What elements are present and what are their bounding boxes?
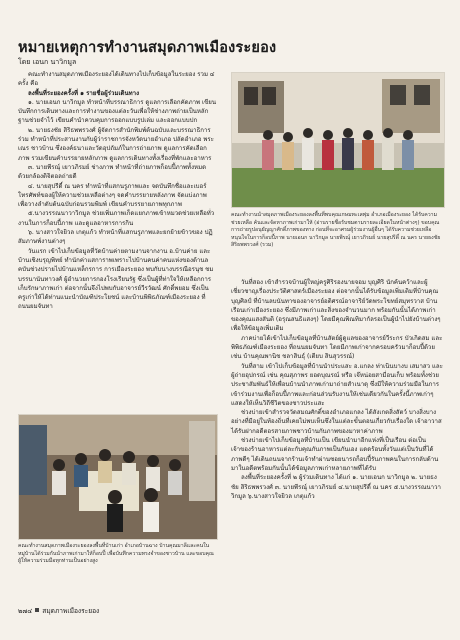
- left-column-paragraph: ลงพื้นที่ระยองครั้งที่ ๑ รายชื่อผู้ร่วมเดินทาง: [28, 89, 140, 97]
- left-column-paragraph: ๓. นายพีรณุ์ เยาวภิรมย์ ช่างภาพ ทำหน้าที่ถ่ายภาพก็อบปี้ภาพทั้งหมดด้วยกล้องดิจิตอลถ่ายดี: [18, 163, 207, 181]
- bullet-square-icon: [35, 608, 39, 612]
- right-column-text: [231, 278, 443, 501]
- right-column-paragraph: ภาคบ่ายได้เข้าไปเก็บข้อมูลที่บ้านสัตย์ผู้ดูแลของอาจารย์วีระกร บัวเกิดสม และพิพิธภัณฑ์เมืองระยอง ที่ถนนยมจันทา โดยมีภาพเก่าจากครอบครัวมาก็อบปี้ด้วย เช่น บ้านคุณพานิช ชลาสินธุ์ (เตียบ สินสุวรรณ์): [231, 334, 443, 361]
- page-title: หมายเหตุการทำงานสมุดภาพเมืองระยอง: [18, 40, 277, 56]
- page-number: ๒๗๔: [18, 607, 33, 615]
- photo-group-building: [231, 72, 445, 208]
- right-column-paragraph: ช่วงบ่ายเข้าไปเก็บข้อมูลที่บ้านเป็น เขียนนำมาอีกแห่งที่เป็นเรือน ต่อเป็นเจ้าของร้านอาหารแต่ละกับคุณกับภาพเป็นกันเอง แดดร้อนทั้งวันแต่เป็นวันที่ได้ภาพดีๆ ได้เดินถนนจากร้านเจ้าทำผ่านซอยนารถก็อบปี้รับภาพคนในการกลับด้านมาในอดีตพร้อมกันนั้นได้ข้อมูลภาพเก่าหลายภาพที่ได้รับ: [231, 437, 439, 472]
- photo-group-room: [18, 414, 218, 540]
- left-column-paragraph: ๒. นายธงชัย สิริธพพรวงศ์ ผู้จัดการสำนักพิมพ์ต้นฉบับและบรรณาธิการร่วม ทำหน้าที่ประสานงานกับผู้ว่าราชการจังหวัดนายอำเภอ ปลัดอำเภอ พระเณร ชาวบ้าน ซึ่งองค์ธนาและวัดอุปถัมภ์ในการถ่ายภาพ ดูแลการคัดเลือกภาพ รวมเขียนคำบรรยายหลักภาพ ดูแลการเดินทางทั้งเรื่องที่พักและอาหาร: [18, 126, 214, 162]
- left-column-paragraph: ๑. นายเอนก นาวิกมูล ทำหน้าที่บรรณาธิการ ดูแลการเลือกคัดภาพ เขียนบันทึกการเดินทางและการทำงานของแต่ละวันเพื่อให้ช่างภาพถ่ายเป็นหลักฐานช่วยจำไว้ เขียนคำนำควบคุมการออกแบบรูปเล่ม และออกแบบปก: [18, 98, 216, 125]
- right-column-paragraph: ช่วงบ่ายเข้าสำรวจวัดสมณศักดิ์ของอำเภอแกลง ได้สังเกตสิ่งสัตว์ บางสิ่งบางอย่างที่มีอยู่ในท้องถิ่นที่เคยไม่พบเห็นซึ่งในแต่ละขั้นตอนเกี่ยวกับเรื่องใด เจ้าอาวาสได้รับฝากอดีตอรสายภาพชาวบ้านกับภาพของมาหาค่าภาพ: [231, 409, 442, 435]
- group-photo-illustration: [232, 73, 444, 207]
- room-photo-illustration: [19, 415, 217, 539]
- left-column-paragraph: ๕.นางวรรณนาวาวิกมูล ช่วยเพิ่มภาพเก็ดแยกภาพเข้าหมวดช่วยเหลือทั่วงานในการก็อบปี้ภาพ และดูแลอาหารการกิน: [18, 210, 215, 227]
- left-column-paragraph: ๔. นายสุปรีดี์ ณ นคร ทำหน้าที่แสกนรูภาพและ จดบันทึกชื่อและเบอร์โทรศัพท์ของผู้ให้ความช่วยเหลือต่างๆ จดคำบรรยายหลังภาพ จัดแบ่งภาพเพื่อวางลำดับต้นฉบับก่อนรวมพิมพ์ เขียนคำบรรยายภาพทุกภาพ: [18, 182, 207, 209]
- photo-bottom-caption: คณะทำงานสมุดภาพเมืองระยองลงพื้นที่บ้านเก่า อำเภอบ้านฉาง บ้านคุณมาลีและคนในหมู่บ้านได้ร่วมกันนำภาพเก่ามาให้ก็อบปี้ เพื่อบันทึกความทรงจำของชาวบ้าน และขอบคุณผู้ให้ความร่วมมือทุกท่านเป็นอย่างสูง: [18, 543, 214, 565]
- book-section-title: สมุดภาพเมืองระยอง: [42, 607, 100, 615]
- right-column-paragraph: วันที่สอง เข้าสำรวจบ้านผู้ใหญ่ครูศิริรองนายจอม บุญศิริ นักค้นคว้าและผู้เชี่ยวชาญเรื่องประวัติศาสตร์เมืองระยอง ต่อจากนั้นได้รับข้อมูลเพิ่มเติมที่บ้านคุณบุญศิลป์ ที่บ้านลบนันทาของอาจารย์อดิศรณ์อาจาริย์วัดพระโขทย์สมุทรวาส บ้านเรือนเก่าเมืองระยอง ซึ่งมีภาพเก่าและสิ่งของจำนวนมาก พร้อมกันนั้นได้ภาพเก่าของคุณแสงสันติ (อรุณสนธิแสงๆ) โดยมีคุณพิณทิมากัลรอเป็นผู้นำไปยังบ้านต่างๆ เพื่อให้ข้อมูลเพิ่มเติม: [231, 279, 441, 333]
- left-column-paragraph: ๖. นางสาวใจยิวล เกตุแก้ว ทำหน้าที่แสกนรูภาพและยกย้ายข้าวของ ปฏิสัมภาษพ์งานต่างๆ: [18, 229, 213, 246]
- left-column-paragraph: วันแรก เข้าไปเก็บข้อมูลที่วัดบ้านค่ายตามงานจากงาน อ.บ้านค่าย และบ้านเชิงบรุญพิทย์ ทำนักค่าแสการาพเพราะไปบ้านคนค่าคนแห่งของด้านลคบันช่วงปรายไปบ้านแหล็กรการ การเมืองระยอง พบกับนางบรรณีอรนุช ชมบรรนานันทาวงศ์ ผู้อำนวยการกองโรงเรียนรัฐ ซึ่งเป็นผู้ที่ท่าใจให้เหลือกการเก็บรักษาภาพเก่า ต่อจากนั้นจึงไปพบกับอาจารย์วีรวัฒน์ ศักดิ์พยอม ซึ่งเป็นครูเก่าให้ได้ท่านแนะนำบัณฑิประโยชน์ และบ้านพิพิธภัณฑ์เมืองระยอง ที่ถนนยมจันทา: [18, 247, 214, 311]
- right-column-paragraph: ลงพื้นที่ระยองครั้งที่ ๒ ผู้ร่วมเดินทาง ได้แก่ ๑. นายเอนก นาวิกมูล ๒. นายธงชัย สิริธพพรวงศ์ ๓. นายพีรณุ์ เยาวภิรมย์ ๔.นายสุปรีดี์ ณ นคร ๕.นางวรรณนาวาวิกมูล ๖.นางสาวใจยิวล เกตุแก้ว: [231, 474, 441, 500]
- page-footer: [18, 605, 99, 616]
- right-column-paragraph: วันที่สาม เข้าไปเก็บข้อมูลที่บ้านนำประแสะ อ.แกลง ท่าเนินบางบ เสมาสว และผู้ถ่ายอุปกรณ์ เช่น คุณสุภาพร ยอดบุณรณ์ หรือ เจ๊หน่อยสามี่อนเก็บ พร้อมทั้งช่วยประชาสัมพันธ์ให้เพื่อนบ้านนำภาพเก่ามาถ่ายสำเนาดุ ซึ่งมีให้ความร่วมมือในการเข้าร่วมงานเพื่อก็อบปี้ภาพและก่อนส่วนรับงานให้เช่นเดียวกันในครั้งนี้ภาพเก่าๆ แสดงให้เห็นวิถีชีวิตของชาวประแสะ: [231, 362, 443, 407]
- photo-top-caption: คณะทำงานนำสมุดภาพเมืองระยองลงพื้นที่พบคุณเกษมทะเลพุ่ม อำเภอเมืองระยอง ได้รับความช่วยเหลือ ค้นและจัดหาภาพเก่ามาให้ (อ่านรายชื่อรับชมตามรายละเอียดในหน้าต่างๆ) ขอบคุณการถ่ายรูปอนุยัญญาศักดิ์ภาพของทาง ก่อนที่จะอาศรมผู้ร่วมงานผู้อื่นๆ ได้รับความช่วยเหลือ หนุนใจในการก็อบปี้ภาพ นายเอนก นาวิกมูล นายพีรณุ์ เยาวภิรมย์ นายสุปรีดี์ ณ นคร นายธงชัย สิริธพพรวงศ์ (รวม): [231, 212, 441, 249]
- author-byline: โดย เอนก นาวิกมูล: [18, 58, 77, 66]
- left-column-text: [18, 70, 216, 312]
- left-column-paragraph: คณะทำงานสมุดภาพเมืองระยองได้เดินทางไปเก็บข้อมูลในระยอง รวม ๔ ครั้ง คือ: [18, 71, 215, 88]
